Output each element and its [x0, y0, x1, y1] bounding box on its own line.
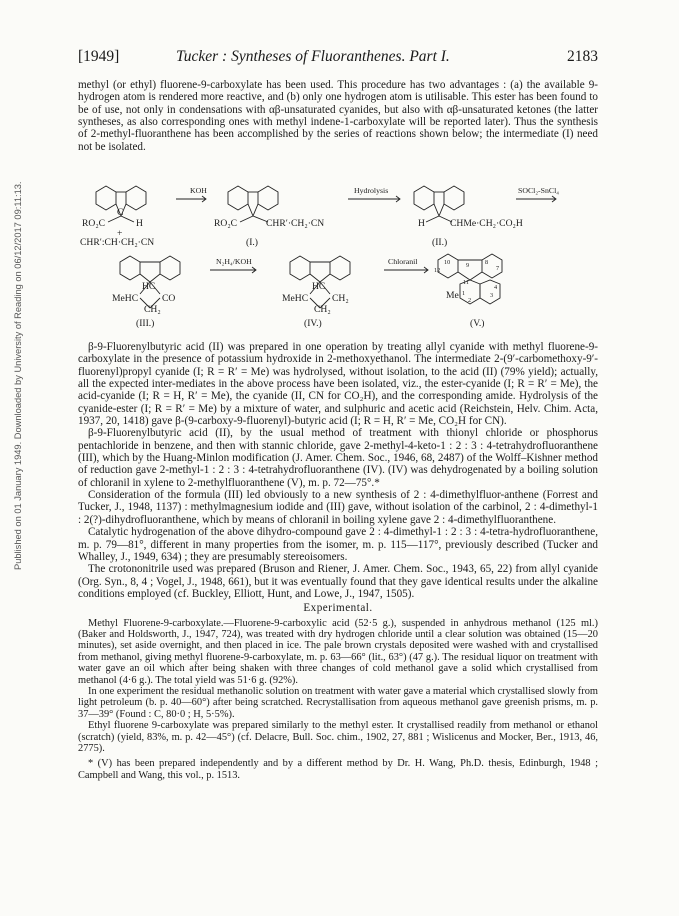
footnote: * (V) has been prepared independently and by a different method by Dr. H. Wang, Ph.D. thesis, Edinburgh, 1948 ; Campbell and Wang, this vol., p. 1513. — [78, 758, 598, 781]
reaction-scheme — [78, 170, 608, 335]
sm-unsaturated-nitrile: CHR′:CH·CH₂·CN — [80, 237, 155, 248]
download-watermark-text: Published on 01 January 1949. Downloaded by University of Reading on 06/12/2017 09:11:13. — [13, 181, 23, 570]
iv-mehc: MeHC — [282, 293, 309, 304]
compound-label-iv: (IV.) — [304, 318, 322, 329]
iii-carbonyl: CO — [162, 293, 176, 304]
i-ester-group: RO₂C — [214, 218, 238, 229]
iii-mehc: MeHC — [112, 293, 139, 304]
discussion-section — [78, 341, 598, 781]
v-position-11: 11 — [463, 279, 469, 286]
body-paragraph: The crotononitrile used was prepared (Bruson and Riener, J. Amer. Chem. Soc., 1943, 65, 22) from allyl cyanide (Org. Syn., 8, 4 ; Vogel, J., 1948, 661), but it was eventually found that they gave identical results under the alkaline conditions employed (cf. Buckley, Elliott, Hunt, and Lowe, J., 1947, 1505). — [78, 563, 598, 600]
header-year: [1949] — [78, 48, 120, 65]
reagent-koh: KOH — [190, 186, 207, 195]
compound-label-v: (V.) — [470, 318, 485, 329]
reagent-socl2-sncl4: SOCl₂-SnCl₄ — [518, 186, 559, 195]
v-position-8: 8 — [485, 259, 489, 266]
acid-ii-structure — [414, 186, 464, 222]
intermediate-i-structure — [228, 186, 278, 222]
v-position-2: 2 — [468, 297, 472, 304]
iv-ch2-bottom: CH₂ — [314, 304, 331, 315]
compound-label-i: (I.) — [246, 237, 258, 248]
header-title: Tucker : Syntheses of Fluoranthenes. Part I. — [176, 48, 450, 65]
body-paragraph: β-9-Fluorenylbutyric acid (II), by the usual method of treatment with thionyl chloride or phosphorus pentachloride in benzene, and then with stannic chloride, gave 2-methyl-4-keto-1 : 2 : 3 : 4-tetrahydrofluoranthene (III), which by the Huang-Minlon modification (J. Amer. Chem. Soc., 1946, 68, 2487) of the Wolff–Kishner method of reduction gave 2-methyl-1 : 2 : 3 : 4-tetrahydrofluoranthene (IV). (IV) was dehydrogenated by a boiling solution of chloranil in xylene to 2-methylfluoranthene (V), m. p. 72—75°.* — [78, 427, 598, 489]
v-position-9: 9 — [466, 262, 470, 269]
iii-ch2: CH₂ — [144, 304, 161, 315]
v-position-7: 7 — [496, 265, 500, 272]
sm-ester-group: RO₂C — [82, 218, 106, 229]
experimental-paragraph: In one experiment the residual methanolic solution on treatment with water gave a material which crystallised slowly from light petroleum (b. p. 40—60°) after being scratched. Recrystallisation from aqueous methanol gave greenish prisms, m. p. 37—39° (Found : C, 80·0 ; H, 5·5%). — [78, 686, 598, 720]
v-position-3: 3 — [490, 292, 494, 299]
sm-central-carbon: C — [117, 207, 124, 218]
iii-hc: HC — [142, 281, 156, 292]
compound-label-iii: (III.) — [136, 318, 155, 329]
page-number: 2183 — [567, 48, 598, 65]
reagent-hydrolysis: Hydrolysis — [354, 186, 389, 195]
body-paragraph: β-9-Fluorenylbutyric acid (II) was prepared in one operation by treating allyl cyanide with methyl fluorene-9-carboxylate in the presence of potassium hydroxide in 2-methoxyethanol. The intermediate 2-(9′-carbomethoxy-9′-fluorenyl)propyl cyanide (I; R = R′ = Me) was hydrolysed, without isolation, to the acid (II) (79% yield); actually, all the expected inter-mediates in the above process have been isolated, viz., the ester-cyanide (I; R = R′ = Me), the acid-cyanide (I; R = H, R′ = Me), the cyanide (II, CN for CO₂H), and the corresponding amide. Hydrolysis of the cyanide-ester (I; R = R′ = Me) by a mixture of water, and sulphuric and acetic acid (Reichstein, Helv. Chim. Acta, 1937, 20, 1418) gave β-(9-carboxy-9-fluorenyl)-butyric acid (I; R = H, R′ = Me, CO₂H for CN). — [78, 341, 598, 428]
running-header — [78, 48, 598, 68]
intro-section — [78, 79, 598, 153]
reagent-hydrazine-koh: N₂H₄/KOH — [216, 257, 252, 266]
i-side-chain: CHR′·CH₂·CN — [266, 218, 325, 229]
v-methyl: Me — [446, 290, 459, 301]
iv-hc: HC — [312, 281, 326, 292]
ii-side-chain: CHMe·CH₂·CO₂H — [450, 218, 523, 229]
v-position-4: 4 — [494, 284, 498, 291]
reagent-chloranil: Chloranil — [388, 257, 418, 266]
experimental-heading: Experimental. — [303, 602, 373, 615]
experimental-paragraph: Methyl Fluorene-9-carboxylate.—Fluorene-9-carboxylic acid (52·5 g.), suspended in anhydrous methanol (125 ml.) (Baker and Holdsworth, J., 1947, 724), was treated with dry hydrogen chloride until a clear solution was obtained (15—20 minutes), set aside overnight, and then placed in ice. The pale brown crystals deposited were washed with and crystallised from methanol, giving methyl fluorene-9-carboxylate, m. p. 63—66° (lit., 63°) (47 g.). The residual liquor on treatment with water gave an oil which after being shaken with three changes of cold methanol gave a solid which crystallised from methanol (4·6 g.). The total yield was 51·6 g. (92%). — [78, 617, 598, 686]
body-paragraph: Consideration of the formula (III) led obviously to a new synthesis of 2 : 4-dimethylfluor-anthene (Forrest and Tucker, J., 1948, 1137) : methylmagnesium iodide and (III) gave, without isolation of the carbinol, 2 : 4-dimethyl-1 : 2(?)-dihydrofluoranthene, which by means of chloranil in boiling xylene gave 2 : 4-dimethylfluoranthene. — [78, 489, 598, 526]
download-watermark — [4, 150, 23, 570]
sm-plus: + — [117, 228, 123, 239]
compound-label-ii: (II.) — [432, 237, 448, 248]
v-position-12: 12 — [434, 267, 441, 274]
experimental-paragraph: Ethyl fluorene 9-carboxylate was prepared similarly to the methyl ester. It crystallised readily from methanol or ethanol (scratch) (yield, 83%, m. p. 42—45°) (cf. Delacre, Bull. Soc. chim., 1902, 27, 881 ; Wislicenus and Mocker, Ber., 1913, 46, 2775). — [78, 720, 598, 755]
body-paragraph: Catalytic hydrogenation of the above dihydro-compound gave 2 : 4-dimethyl-1 : 2 : 3 : 4-tetra-hydrofluoranthene, m. p. 79—81°, different in many properties from the isomer, m. p. 115—117°, previously described (Tucker and Whalley, J., 1949, 634) ; they are presumably stereoisomers. — [78, 526, 598, 563]
sm-hydrogen: H — [136, 218, 143, 229]
iv-ch2-ring: CH₂ — [332, 293, 349, 304]
ii-hydrogen: H — [418, 218, 425, 229]
v-position-10: 10 — [444, 259, 451, 266]
intro-paragraph: methyl (or ethyl) fluorene-9-carboxylate has been used. This procedure has two advantages : (a) the available 9-hydrogen atom is rendered more reactive, and (b) only one hydrogen atom is utilisable. This ester has been found to be of use, not only in condensations with αβ-unsaturated cyanides, but also with αβ-unsaturated ketones (the latter syntheses, as also corresponding ones with methyl indene-1-carboxylate will be reported later). Thus the synthesis of 2-methyl-fluoranthene has been accomplished by the series of reactions shown below; the intermediate (I) need not be isolated. — [78, 79, 598, 153]
v-position-1: 1 — [462, 290, 466, 297]
